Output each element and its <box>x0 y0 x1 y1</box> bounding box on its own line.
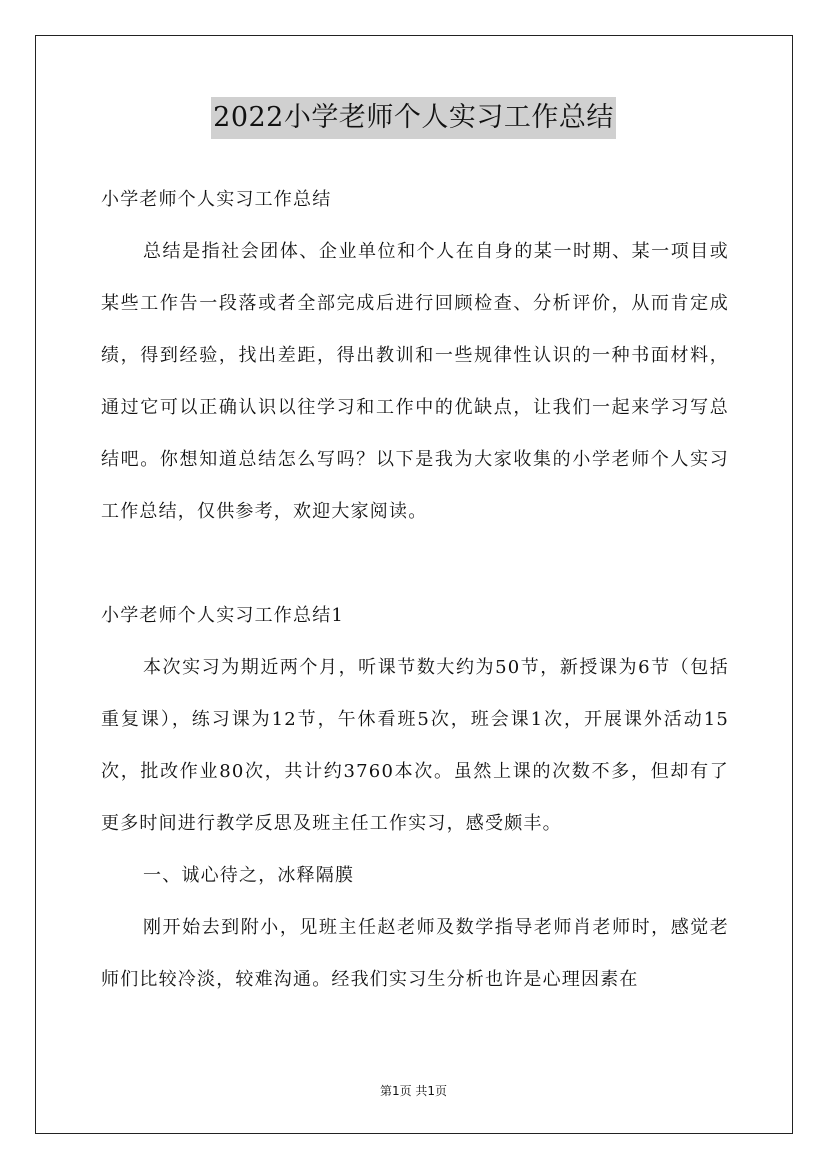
document-title: 2022小学老师个人实习工作总结 <box>211 97 616 139</box>
blank-line <box>101 538 729 590</box>
title-container <box>0 97 827 139</box>
intro-paragraph: 总结是指社会团体、企业单位和个人在自身的某一时期、某一项目或某些工作告一段落或者全部完成后进行回顾检查、分析评价，从而肯定成绩，得到经验，找出差距，得出教训和一些规律性认识的一种书面材料，通过它可以正确认识以往学习和工作中的优缺点，让我们一起来学习写总结吧。你想知道总结怎么写吗？以下是我为大家收集的小学老师个人实习工作总结，仅供参考，欢迎大家阅读。 <box>101 241 729 522</box>
section-paragraph-2: 刚开始去到附小，见班主任赵老师及数学指导老师肖老师时，感觉老师们比较冷淡，较难沟通。经我们实习生分析也许是心理因素在 <box>101 917 729 990</box>
subtitle: 小学老师个人实习工作总结 <box>101 189 332 210</box>
page-footer: 第1页 共1页 <box>379 1084 448 1098</box>
document-body <box>101 174 729 1006</box>
section-subheading: 一、诚心待之，冰释隔膜 <box>143 865 355 886</box>
section-paragraph-1: 本次实习为期近两个月，听课节数大约为50节，新授课为6节（包括重复课），练习课为12节，午休看班5次，班会课1次，开展课外活动15次，批改作业80次，共计约3760本次。虽然上课的次数不多，但却有了更多时间进行教学反思及班主任工作实习，感受颇丰。 <box>101 657 729 834</box>
section-heading: 小学老师个人实习工作总结1 <box>101 605 345 626</box>
